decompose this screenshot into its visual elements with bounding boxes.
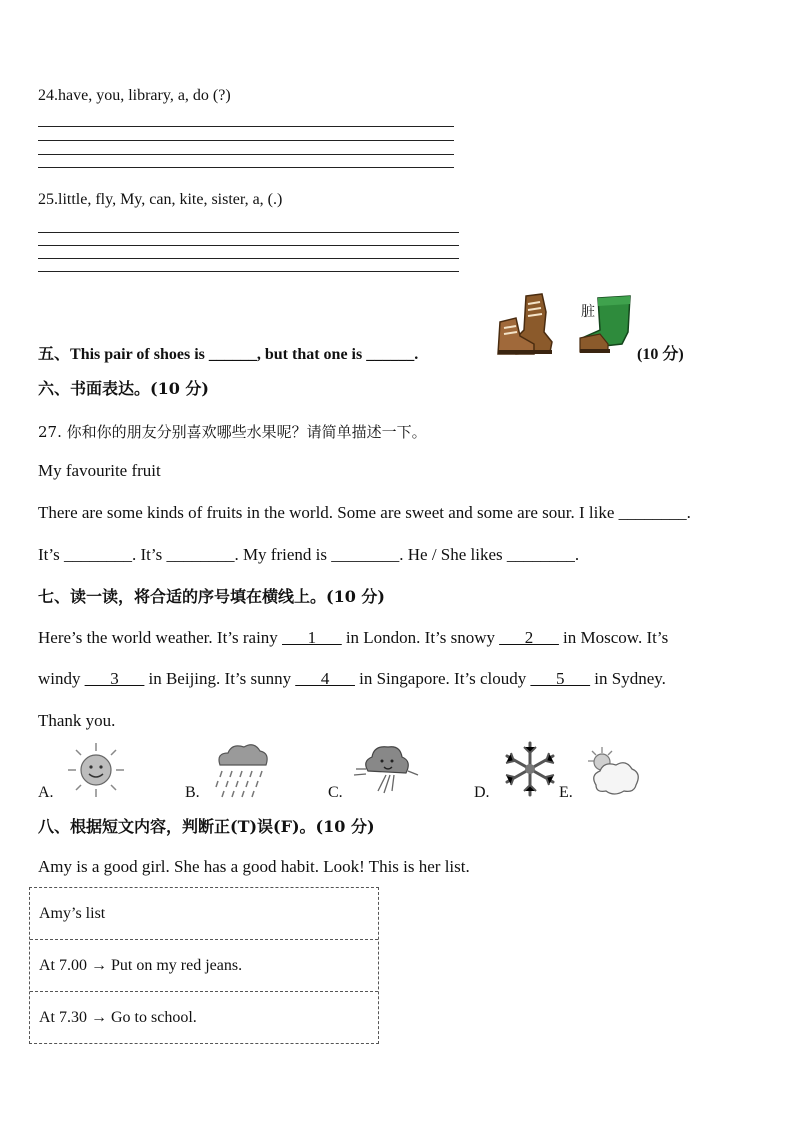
section-5-score: (10 分) bbox=[637, 346, 684, 363]
text: windy bbox=[38, 669, 85, 688]
sun-icon bbox=[64, 741, 128, 799]
question-27-prompt: 27. 你和你的朋友分别喜欢哪些水果呢？请简单描述一下。 bbox=[38, 423, 427, 441]
answer-line bbox=[38, 140, 454, 141]
option-d-label: D. bbox=[474, 784, 490, 801]
text: in London. It’s snowy bbox=[341, 628, 500, 647]
section-7-line-1 bbox=[38, 628, 668, 648]
question-27-line-2: It’s ________. It’s ________. My friend is ________. He / She likes ________. bbox=[38, 545, 580, 564]
brown-boots-icon bbox=[494, 292, 554, 357]
section-5-text: This pair of shoes is ______, but that one is ______. bbox=[70, 346, 419, 363]
option-c-label: C. bbox=[328, 784, 343, 801]
dirty-label: 脏 bbox=[581, 304, 595, 320]
answer-line bbox=[38, 126, 454, 127]
amy-list-table bbox=[29, 887, 379, 1044]
question-27-heading: My favourite fruit bbox=[38, 461, 161, 480]
list-item: At 7.00 → Put on my red jeans. bbox=[30, 939, 378, 991]
windy-cloud-icon bbox=[352, 741, 420, 799]
cloudy-sun-icon bbox=[584, 745, 642, 799]
question-27-line-1: There are some kinds of fruits in the world. Some are sweet and some are sour. I like ________. bbox=[38, 503, 691, 522]
section-6-title: 六、书面表达。(10 分) bbox=[38, 379, 209, 398]
section-7-title: 七、读一读，将合适的序号填在横线上。(10 分) bbox=[38, 587, 385, 606]
question-25: 25.little, fly, My, can, kite, sister, a, (.) bbox=[38, 191, 283, 208]
answer-line bbox=[38, 167, 454, 168]
question-24: 24.have, you, library, a, do (?) bbox=[38, 87, 231, 104]
option-b-label: B. bbox=[185, 784, 200, 801]
section-7-line-3: Thank you. bbox=[38, 711, 116, 730]
blank-4: ___4___ bbox=[295, 669, 355, 688]
green-boot-icon bbox=[578, 294, 638, 354]
rain-cloud-icon bbox=[210, 741, 274, 799]
section-8-title: 八、根据短文内容，判断正(T)误(F)。(10 分) bbox=[38, 817, 375, 836]
option-a-label: A. bbox=[38, 784, 54, 801]
text: Here’s the world weather. It’s rainy bbox=[38, 628, 283, 647]
answer-line bbox=[38, 245, 459, 246]
blank-2: ___2___ bbox=[499, 628, 559, 647]
section-5-question bbox=[38, 341, 418, 364]
snowflake-icon bbox=[500, 739, 560, 799]
section-7-line-2 bbox=[38, 669, 666, 689]
answer-line bbox=[38, 154, 454, 155]
answer-line bbox=[38, 232, 459, 233]
section-8-intro: Amy is a good girl. She has a good habit. Look! This is her list. bbox=[38, 857, 470, 876]
text: in Sydney. bbox=[590, 669, 666, 688]
text: in Beijing. It’s sunny bbox=[144, 669, 296, 688]
option-e-label: E. bbox=[559, 784, 573, 801]
answer-line bbox=[38, 258, 459, 259]
list-header: Amy’s list bbox=[39, 904, 106, 922]
answer-line bbox=[38, 271, 459, 272]
list-item: At 7.30 → Go to school. bbox=[30, 991, 378, 1043]
text: in Moscow. It’s bbox=[558, 628, 669, 647]
text: in Singapore. It’s cloudy bbox=[354, 669, 531, 688]
section-5-prefix: 五、 bbox=[38, 346, 71, 363]
blank-1: ___1___ bbox=[282, 628, 342, 647]
blank-5: ___5___ bbox=[530, 669, 591, 688]
blank-3: ___3___ bbox=[84, 669, 145, 688]
